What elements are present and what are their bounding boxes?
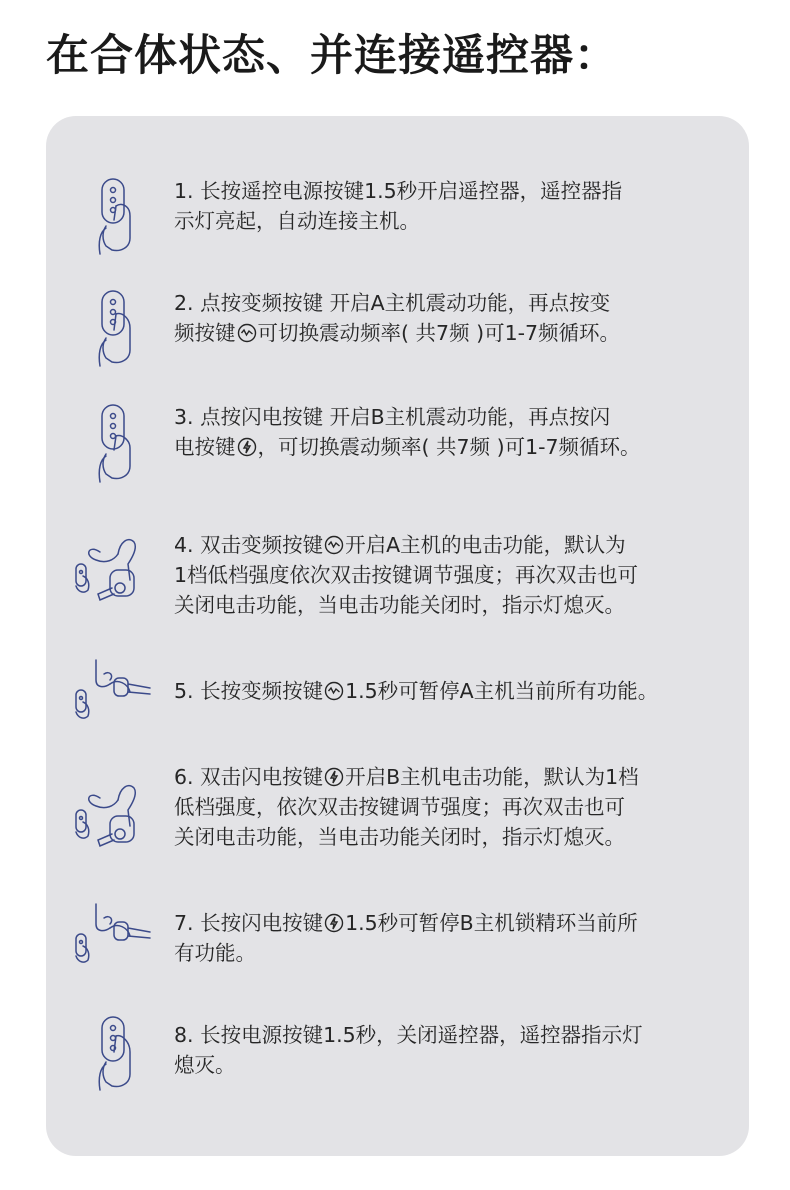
step-text: 7. 长按闪电按键 1.5秒可暂停B主机锁精环当前所 有功能。 bbox=[174, 911, 638, 965]
remote-hand-press-icon bbox=[70, 288, 154, 372]
step-text: 4. 双击变频按键 开启A主机的电击功能，默认为 1档低档强度依次双击按键调节强度；再次双击也可 关闭电击功能，当电击功能关闭时，指示灯熄灭。 bbox=[174, 533, 639, 617]
worn-device-remote-icon bbox=[70, 902, 154, 986]
step-text: 3. 点按闪电按键 开启B主机震动功能，再点按闪 电按键 ，可切换震动频率( 共7频 )可1-7频循环。 bbox=[174, 405, 641, 459]
wave-button-icon bbox=[324, 535, 344, 555]
page-title: 在合体状态、并连接遥控器： bbox=[46, 31, 618, 81]
step-text: 1. 长按遥控电源按键1.5秒开启遥控器，遥控器指 示灯亮起，自动连接主机。 bbox=[174, 179, 623, 233]
step-text: 8. 长按电源按键1.5秒，关闭遥控器，遥控器指示灯 熄灭。 bbox=[174, 1023, 643, 1077]
remote-hand-press-icon bbox=[70, 402, 154, 486]
remote-hand-press-icon bbox=[70, 176, 154, 260]
device-ring-remote-icon bbox=[70, 776, 154, 860]
wave-button-icon bbox=[237, 323, 257, 343]
worn-device-remote-icon bbox=[70, 658, 154, 742]
step-text: 2. 点按变频按键 开启A主机震动功能，再点按变 频按键 可切换震动频率( 共7频 )可1-7频循环。 bbox=[174, 291, 621, 345]
lightning-button-icon bbox=[324, 767, 344, 787]
step-text: 6. 双击闪电按键 开启B主机电击功能，默认为1档 低档强度，依次双击按键调节强度；再次双击也可 关闭电击功能，当电击功能关闭时，指示灯熄灭。 bbox=[174, 765, 639, 849]
device-ring-remote-icon bbox=[70, 530, 154, 614]
lightning-button-icon bbox=[237, 437, 257, 457]
step-text: 5. 长按变频按键 1.5秒可暂停A主机当前所有功能。 bbox=[174, 679, 659, 703]
wave-button-icon bbox=[324, 681, 344, 701]
remote-hand-press-icon bbox=[70, 1014, 154, 1098]
lightning-button-icon bbox=[324, 913, 344, 933]
instructions-panel bbox=[46, 116, 749, 1156]
